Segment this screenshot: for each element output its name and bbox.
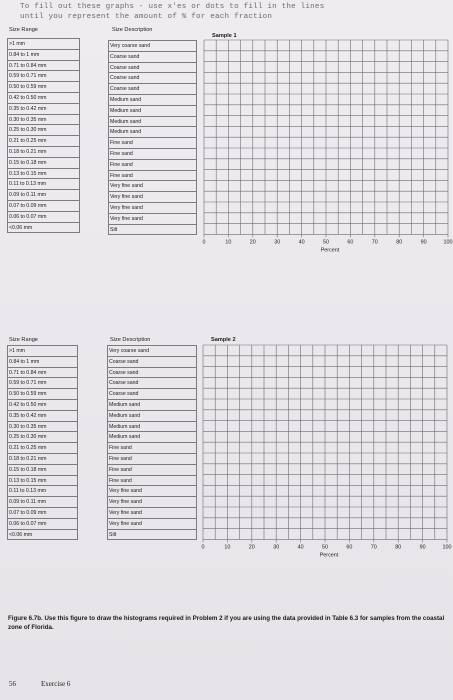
percent-tick-label: 50 <box>322 544 328 551</box>
size-description-header: Size Description <box>110 337 151 343</box>
percent-tick-label: 40 <box>298 239 305 246</box>
size-range-cell: 0.18 to 0.21 mm <box>8 147 79 158</box>
size-range-header: Size Range <box>9 337 38 343</box>
size-range-cell: 0.11 to 0.13 mm <box>8 486 77 497</box>
size-range-cell: 0.35 to 0.42 mm <box>8 411 77 422</box>
size-description-cell: Very fine sand <box>108 519 196 530</box>
size-description-cell: Very coarse sand <box>109 41 196 52</box>
percent-tick-label: 30 <box>273 544 280 551</box>
size-description-cell: Fine sand <box>109 171 196 182</box>
size-range-cell: 0.07 to 0.09 mm <box>8 508 77 519</box>
percent-tick-label: 0 <box>201 544 205 551</box>
size-description-cell: Fine sand <box>109 160 196 171</box>
size-range-cell: 0.13 to 0.15 mm <box>8 169 79 180</box>
size-description-cell: Silt <box>108 530 196 541</box>
size-description-cell: Very coarse sand <box>108 346 196 357</box>
percent-tick-label: 100 <box>443 239 453 246</box>
instruction-line-2: until you represent the amount of % for each fraction <box>20 13 273 21</box>
size-range-cell: 0.59 to 0.71 mm <box>8 378 77 389</box>
size-range-cell: <0.06 mm <box>8 530 77 541</box>
size-range-cell: 0.15 to 0.18 mm <box>8 465 77 476</box>
size-range-cell: 0.21 to 0.25 mm <box>8 443 77 454</box>
size-range-cell: 0.84 to 1 mm <box>8 50 79 61</box>
percent-tick-label: 70 <box>371 239 378 246</box>
size-range-cell: 0.30 to 0.35 mm <box>8 115 79 126</box>
size-range-cell: >1 mm <box>8 39 79 50</box>
size-range-header: Size Range <box>9 27 38 33</box>
percent-tick-label: 80 <box>395 544 402 551</box>
percent-grid[interactable] <box>203 345 453 561</box>
size-range-column <box>7 345 78 540</box>
size-description-cell: Medium sand <box>109 117 196 128</box>
size-range-cell: >1 mm <box>8 346 77 357</box>
size-description-cell: Coarse sand <box>109 52 196 63</box>
percent-tick-label: 10 <box>224 544 231 551</box>
size-range-cell: 0.84 to 1 mm <box>8 357 77 368</box>
size-range-cell: <0.06 mm <box>8 223 79 234</box>
sample-label: Sample 1 <box>212 33 237 39</box>
size-description-cell: Medium sand <box>109 106 196 117</box>
size-description-cell: Medium sand <box>108 411 196 422</box>
percent-axis-label: Percent <box>319 552 339 559</box>
size-range-cell: 0.11 to 0.13 mm <box>8 179 79 190</box>
size-range-cell: 0.09 to 0.11 mm <box>8 190 79 201</box>
size-description-cell: Very fine sand <box>108 508 196 519</box>
size-range-cell: 0.71 to 0.84 mm <box>8 368 77 379</box>
size-range-cell: 0.25 to 0.30 mm <box>8 125 79 136</box>
size-range-cell: 0.35 to 0.42 mm <box>8 104 79 115</box>
section-label: Exercise 6 <box>41 680 71 688</box>
percent-tick-label: 100 <box>442 544 452 551</box>
size-range-cell: 0.06 to 0.07 mm <box>8 212 79 223</box>
size-range-cell: 0.30 to 0.35 mm <box>8 422 77 433</box>
size-range-cell: 0.71 to 0.84 mm <box>8 61 79 72</box>
size-description-header: Size Description <box>112 27 153 33</box>
size-range-cell: 0.07 to 0.09 mm <box>8 201 79 212</box>
size-description-cell: Fine sand <box>109 138 196 149</box>
size-description-cell: Coarse sand <box>109 63 196 74</box>
size-description-cell: Coarse sand <box>109 73 196 84</box>
page-number: 56 <box>9 680 16 688</box>
size-range-cell: 0.21 to 0.25 mm <box>8 136 79 147</box>
percent-tick-label: 40 <box>297 544 304 551</box>
size-description-cell: Coarse sand <box>108 357 196 368</box>
size-description-cell: Medium sand <box>108 422 196 433</box>
size-range-cell: 0.13 to 0.15 mm <box>8 476 77 487</box>
size-description-cell: Coarse sand <box>108 378 196 389</box>
percent-tick-label: 90 <box>420 239 427 246</box>
size-description-cell: Very fine sand <box>109 214 196 225</box>
percent-tick-label: 0 <box>202 239 206 246</box>
percent-tick-label: 50 <box>323 239 329 246</box>
percent-tick-label: 80 <box>396 239 403 246</box>
size-description-cell: Coarse sand <box>109 84 196 95</box>
size-range-cell: 0.09 to 0.11 mm <box>8 497 77 508</box>
size-range-cell: 0.42 to 0.50 mm <box>8 93 79 104</box>
percent-tick-label: 60 <box>347 239 354 246</box>
size-range-cell: 0.50 to 0.59 mm <box>8 389 77 400</box>
instruction-line-1: To fill out these graphs - use x'es or dots to fill in the lines <box>20 3 325 11</box>
size-description-cell: Medium sand <box>109 95 196 106</box>
percent-tick-label: 90 <box>419 544 426 551</box>
size-range-cell: 0.59 to 0.71 mm <box>8 71 79 82</box>
figure-caption: Figure 6.7b. Use this figure to draw the histograms required in Problem 2 if you are using the data provided in Table 6.3 for samples from the coastal zone of Florida. <box>8 615 445 631</box>
percent-tick-label: 30 <box>274 239 281 246</box>
size-description-cell: Medium sand <box>108 400 196 411</box>
size-description-cell: Silt <box>109 225 196 236</box>
percent-axis-label: Percent <box>320 247 340 254</box>
percent-tick-label: 20 <box>248 544 255 551</box>
size-description-cell: Fine sand <box>108 443 196 454</box>
size-description-cell: Fine sand <box>108 465 196 476</box>
size-description-cell: Medium sand <box>108 432 196 443</box>
percent-tick-label: 10 <box>225 239 232 246</box>
size-range-cell: 0.18 to 0.21 mm <box>8 454 77 465</box>
size-range-cell: 0.50 to 0.59 mm <box>8 82 79 93</box>
percent-grid[interactable] <box>204 40 453 256</box>
size-description-column <box>107 345 197 540</box>
size-description-cell: Very fine sand <box>108 486 196 497</box>
size-description-cell: Fine sand <box>108 454 196 465</box>
size-description-cell: Fine sand <box>108 476 196 487</box>
size-description-cell: Medium sand <box>109 127 196 138</box>
size-range-cell: 0.06 to 0.07 mm <box>8 519 77 530</box>
percent-tick-label: 70 <box>370 544 377 551</box>
size-description-cell: Coarse sand <box>108 368 196 379</box>
size-description-cell: Very fine sand <box>109 181 196 192</box>
size-description-cell: Fine sand <box>109 149 196 160</box>
percent-tick-label: 60 <box>346 544 353 551</box>
size-description-column <box>108 40 197 235</box>
size-range-column <box>7 38 80 233</box>
size-description-cell: Very fine sand <box>108 497 196 508</box>
sample-label: Sample 2 <box>211 337 236 343</box>
size-description-cell: Coarse sand <box>108 389 196 400</box>
size-description-cell: Very fine sand <box>109 203 196 214</box>
size-range-cell: 0.25 to 0.30 mm <box>8 432 77 443</box>
size-range-cell: 0.15 to 0.18 mm <box>8 158 79 169</box>
size-range-cell: 0.42 to 0.50 mm <box>8 400 77 411</box>
percent-tick-label: 20 <box>249 239 256 246</box>
size-description-cell: Very fine sand <box>109 192 196 203</box>
